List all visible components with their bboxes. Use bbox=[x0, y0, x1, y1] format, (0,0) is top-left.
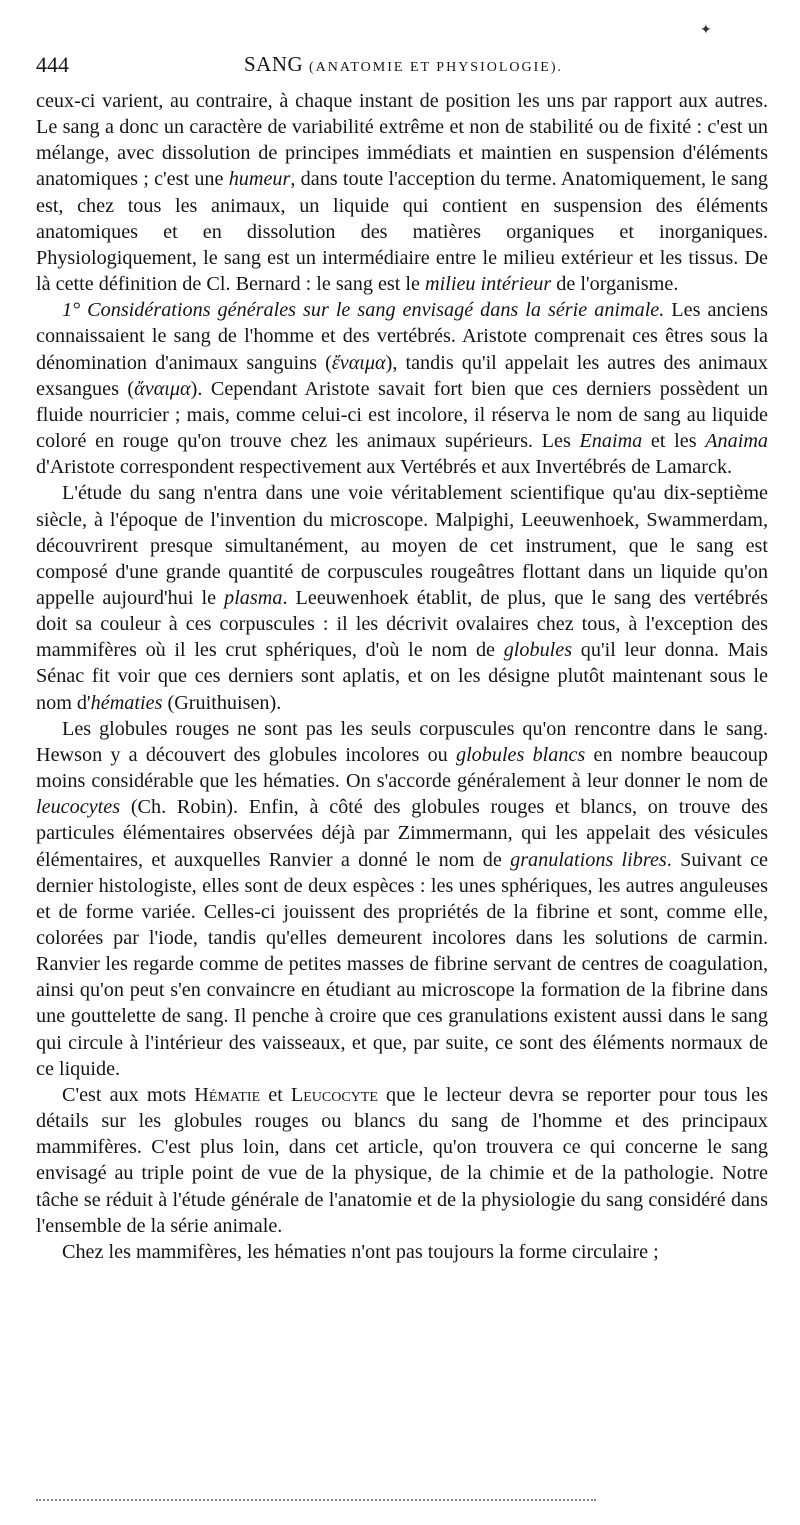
paragraph bbox=[36, 1239, 768, 1265]
corner-mark: ✦ bbox=[700, 22, 712, 38]
text-run: que le lecteur devra se reporter pour tous les détails sur les globules rouges ou blancs du sang de l'homme et des principaux mammifères. C'est plus loin, dans cet article, qu'on trouvera ce qui concerne le sang envisagé au triple point de vue de la physique, de la chimie et de la pathologie. Notre tâche se réduit à l'étude générale de l'anatomie et de la physiologie du sang considéré dans l'ensemble de la série animale. bbox=[36, 1083, 769, 1237]
italic-term: Anaima bbox=[705, 430, 768, 453]
text-run: Chez les mammifères, les hématies n'ont pas toujours la forme circulaire ; bbox=[62, 1240, 659, 1263]
text-run: Les globules rouges ne sont pas les seuls corpuscules qu'on rencontre dans le sang. Hewson y a découvert des globules incolores ou bbox=[36, 717, 768, 766]
italic-term: humeur bbox=[228, 168, 291, 191]
text-run: (Gruithuisen). bbox=[162, 691, 282, 714]
text-run: et bbox=[260, 1083, 291, 1106]
italic-term: plasma bbox=[224, 586, 283, 609]
italic-term: granulations libres bbox=[510, 848, 667, 871]
paragraph bbox=[36, 716, 768, 1082]
cross-reference: Hématie bbox=[194, 1083, 261, 1106]
italic-term: hématies bbox=[90, 691, 163, 714]
text-run: L'étude du sang n'entra dans une voie véritablement scientifique qu'au dix-septième siècle, à l'époque de l'invention du microscope. Malpighi, Leeuwenhoek, Swammerdam, découvrirent presque simultanément, au moyen de cet instrument, que le sang est composé d'une grande quantité de corpuscules rougeâtres flottant dans un liquide qu'on appelle aujourd'hui le bbox=[36, 482, 768, 609]
paragraph bbox=[36, 297, 768, 480]
italic-term: milieu intérieur bbox=[425, 273, 552, 296]
italic-term: globules bbox=[503, 639, 573, 662]
footer-rule bbox=[36, 1499, 596, 1501]
italic-term: globules blancs bbox=[455, 743, 586, 766]
body-text bbox=[36, 88, 768, 1265]
text-run: ceux-ci varient, au contraire, à chaque instant de position les uns par rapport aux autres. Le sang a donc un caractère de variabilité extrême et non de stabilité ou de fixité : c'est un mélange, avec dissolution de principes immédiats et maintien en suspension d'éléments anatomiques ; c'est une bbox=[36, 90, 768, 191]
text-run: qu'il leur donna. Mais Sénac fit voir que ces derniers sont aplatis, et on les désigne plutôt maintenant sous le nom d' bbox=[36, 639, 768, 714]
text-run: (Ch. Robin). Enfin, à côté des globules rouges et blancs, on trouve des particules élémentaires observées déjà par Zimmermann, qui les appelait des vésicules élémentaires, et auxquelles Ranvier a donné le nom de bbox=[36, 796, 768, 871]
text-run: ). Cependant Aristote savait fort bien que ces derniers possèdent un fluide nourricier ; mais, comme celui-ci est incolore, il réserva le nom de sang au liquide coloré en rouge qu'on trouve chez les animaux supérieurs. Les bbox=[36, 377, 768, 453]
text-run: de l'organisme. bbox=[551, 273, 679, 296]
text-run: ), tandis qu'il appelait les autres des animaux exsangues ( bbox=[36, 351, 768, 400]
italic-term: leucocytes bbox=[36, 796, 121, 819]
text-run: C'est aux mots bbox=[62, 1083, 195, 1106]
page-number: 444 bbox=[36, 52, 69, 77]
paragraph bbox=[36, 1082, 768, 1239]
cross-reference: Leucocyte bbox=[290, 1083, 378, 1106]
running-title bbox=[244, 52, 563, 77]
text-run: Les anciens connaissaient le sang de l'homme et des vertébrés. Aristote comprenait ces êtres sous la dénomination d'animaux sanguins ( bbox=[36, 299, 768, 374]
text-run: . Leeuwenhoek établit, de plus, que le sang des vertébrés doit sa couleur à ces corpuscules : il les décrivit ovalaires chez tous, à l'exception des mammifères où il les crut sphériques, d'où le nom de bbox=[36, 586, 768, 662]
text-run: , dans toute l'acception du terme. Anatomiquement, le sang est, chez tous les animaux, un liquide qui contient en suspension des éléments anatomiques et en dissolution des matières organiques et inorganiques. Physiologiquement, le sang est un intermédiaire entre le milieu extérieur et les tissus. De là cette définition de Cl. Bernard : le sang est le bbox=[36, 168, 769, 296]
greek-term: ἄναιμα bbox=[134, 377, 191, 400]
paragraph bbox=[36, 88, 768, 297]
running-title-main: SANG bbox=[244, 52, 304, 76]
text-run: . Suivant ce dernier histologiste, elles sont de deux espèces : les unes sphériques, les autres anguleuses et de forme variée. Celles-ci jouissent des propriétés de la fibrine et sont, comme elle, colorées par l'iode, tandis qu'elles demeurent incolores dans les solutions de carmin. Ranvier les regarde comme de petites masses de fibrine servant de centres de coagulation, ainsi qu'on peut s'en convaincre en étudiant au microscope la formation de la fibrine dans une gouttelette de sang. Il penche à croire que ces granulations existent aussi dans le sang qui circule à l'intérieur des vaisseaux, et que, par suite, ce sont des éléments normaux de ce liquide. bbox=[36, 848, 768, 1080]
text-run: en nombre beaucoup moins considérable que les hématies. On s'accorde généralement à leur donner le nom de bbox=[36, 743, 768, 793]
running-header bbox=[36, 52, 776, 84]
text-run: et les bbox=[642, 430, 706, 453]
running-title-subtitle: (ANATOMIE ET PHYSIOLOGIE). bbox=[308, 60, 564, 75]
italic-term: Enaima bbox=[579, 430, 643, 453]
greek-term: ἔναιμα bbox=[331, 351, 386, 374]
text-run: d'Aristote correspondent respectivement aux Vertébrés et aux Invertébrés de Lamarck. bbox=[36, 456, 733, 479]
paragraph bbox=[36, 480, 768, 715]
section-heading: 1° Considérations générales sur le sang envisagé dans la série animale. bbox=[62, 299, 665, 322]
